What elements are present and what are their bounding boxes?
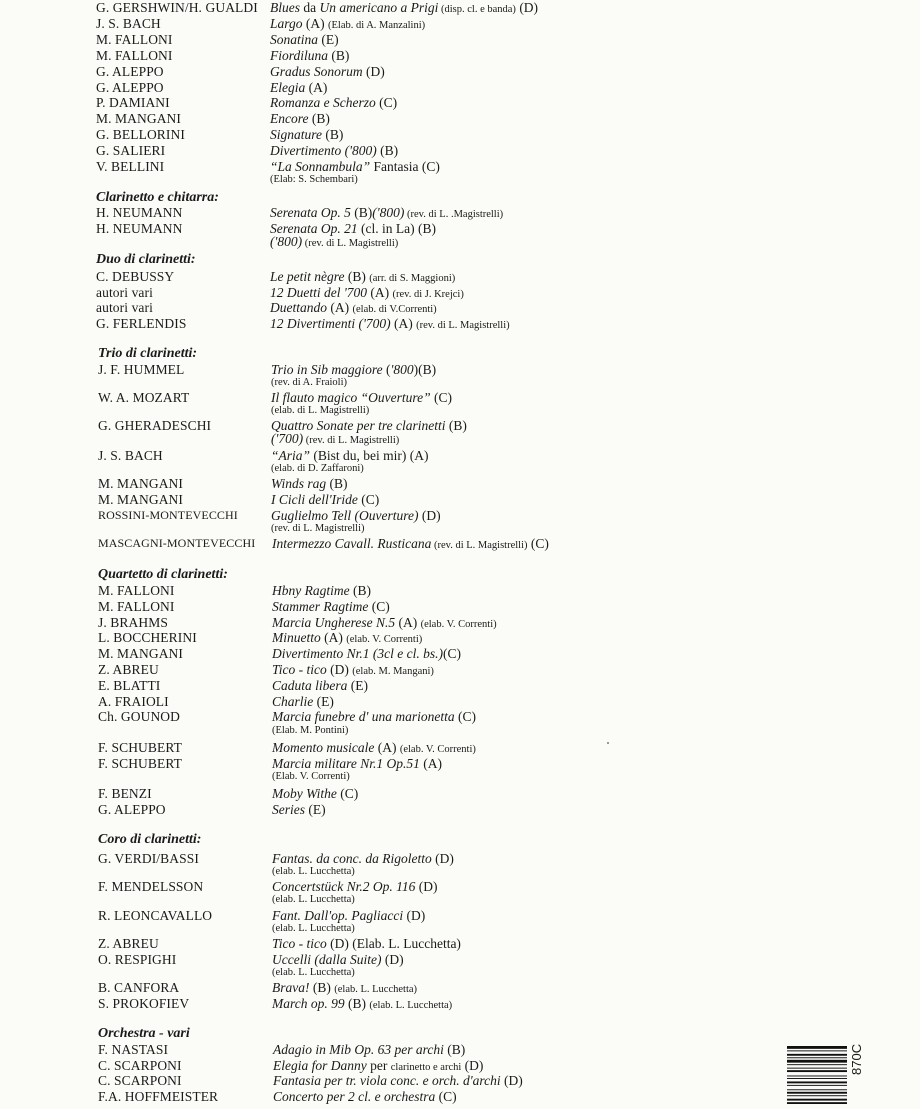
text-segment: Marcia militare Nr.1 Op.51 [272, 756, 420, 771]
work-title [271, 492, 379, 507]
text-segment: (C) [357, 492, 380, 507]
barcode-bar [787, 1054, 847, 1056]
text-segment: (rev. di L. Magistrelli) [302, 238, 399, 249]
text-segment: da [300, 0, 320, 15]
barcode-bar [787, 1076, 847, 1077]
work-title [270, 300, 437, 317]
text-segment: '800 [390, 362, 414, 377]
barcode-bars [787, 1046, 847, 1104]
text-segment: (B) [322, 127, 344, 142]
composer-name: A. FRAIOLI [98, 694, 169, 709]
text-segment: (C) [375, 95, 398, 110]
composer-name: H. NEUMANN [96, 221, 183, 236]
composer-name: F. NASTASI [98, 1042, 169, 1057]
work-title [270, 205, 503, 222]
text-segment: (elab. L. Lucchetta) [334, 984, 418, 995]
text-segment: Minuetto [272, 630, 321, 645]
composer-name: F. BENZI [98, 786, 152, 801]
section-heading: Orchestra - vari [98, 1026, 190, 1041]
text-segment: (C) [368, 599, 390, 614]
text-segment: Blues [270, 0, 300, 15]
text-segment: (A) [390, 316, 417, 331]
work-title [272, 630, 422, 647]
text-segment: Divertimento Nr.1 (3cl e cl. bs.) [272, 646, 443, 661]
text-segment: Sonatina [270, 32, 319, 47]
text-segment: “Aria” [271, 448, 311, 463]
text-segment: (B) [309, 980, 335, 995]
text-segment: per [366, 1058, 391, 1073]
text-segment: (D) [415, 879, 438, 894]
barcode-image [787, 1046, 847, 1104]
composer-name: L. BOCCHERINI [98, 630, 197, 645]
work-title [272, 802, 326, 817]
work-title [270, 32, 339, 47]
text-segment: (A) [367, 285, 393, 300]
text-segment: Signature [270, 127, 322, 142]
text-segment: (rev. di J. Krejci) [392, 289, 464, 300]
text-segment: (E) [305, 802, 326, 817]
text-segment: (elab. di V.Correnti) [352, 304, 437, 315]
text-segment: (A) [302, 16, 329, 31]
composer-name: J. F. HUMMEL [98, 362, 185, 377]
work-title [270, 16, 425, 33]
text-segment: (A) [374, 740, 400, 755]
text-segment: Divertimento ('800) [270, 143, 377, 158]
barcode-bar [787, 1092, 847, 1094]
text-segment: (D) [431, 851, 454, 866]
work-title [270, 48, 349, 63]
composer-name: G. FERLENDIS [96, 316, 187, 331]
text-segment: (D) [500, 1073, 523, 1088]
barcode-bar [787, 1064, 847, 1065]
text-segment: (A) [395, 615, 421, 630]
text-segment: Gradus Sonorum [270, 64, 363, 79]
work-title [272, 694, 334, 709]
text-segment: )(B) [413, 362, 437, 377]
text-segment: (Elab. di A. Manzalini) [328, 20, 426, 31]
text-segment: (E) [313, 694, 334, 709]
composer-name: G. ALEPPO [98, 802, 166, 817]
text-segment: (A) [327, 300, 353, 315]
text-segment: 12 Duetti del '700 [270, 285, 367, 300]
text-segment: (elab. L. Lucchetta) [369, 1000, 453, 1011]
work-title [273, 1089, 457, 1104]
text-segment: Winds rag [271, 476, 327, 491]
composer-name: S. PROKOFIEV [98, 996, 190, 1011]
text-segment: Hbny Ragtime [272, 583, 350, 598]
work-title [272, 980, 417, 997]
text-segment: Uccelli (dalla Suite) [272, 952, 382, 967]
section-heading: Quartetto di clarinetti: [98, 567, 228, 582]
work-title [271, 476, 348, 491]
text-segment: (D) [403, 908, 426, 923]
text-segment: (B) [308, 111, 330, 126]
composer-name: Ch. GOUNOD [98, 709, 180, 724]
text-segment: (elab. M. Mangani) [352, 666, 434, 677]
text-segment: (D) [461, 1058, 484, 1073]
text-segment: Brava! [272, 980, 310, 995]
text-segment: (rev. di L. Magistrelli) [416, 320, 510, 331]
work-note [271, 431, 399, 448]
barcode-bar [787, 1081, 847, 1083]
composer-name: M. FALLONI [98, 599, 175, 614]
barcode-bar [787, 1068, 847, 1069]
text-segment: (B) [344, 996, 370, 1011]
composer-name: C. SCARPONI [98, 1073, 182, 1088]
barcode-bar [787, 1070, 847, 1072]
text-segment: March op. 99 [272, 996, 345, 1011]
work-title [272, 662, 434, 679]
text-segment: (C) [435, 1089, 457, 1104]
text-segment: (arr. di S. Maggioni) [369, 273, 456, 284]
composer-name: G. GERSHWIN/H. GUALDI [96, 0, 258, 15]
text-segment: Encore [270, 111, 309, 126]
work-title [270, 0, 538, 17]
print-speck [607, 742, 609, 744]
text-segment: Serenata Op. 5 [270, 205, 351, 220]
work-note: (rev. di L. Magistrelli) [271, 523, 365, 534]
text-segment: ( [382, 362, 391, 377]
text-segment: (elab. V. Correnti) [399, 744, 476, 755]
work-title [270, 269, 455, 286]
text-segment: Adagio in Mib Op. 63 per archi [273, 1042, 444, 1057]
composer-name: MASCAGNI-MONTEVECCHI [98, 536, 256, 550]
work-title [270, 316, 510, 333]
text-segment: Caduta libera [272, 678, 348, 693]
composer-name: M. FALLONI [96, 48, 173, 63]
text-segment: Momento musicale [272, 740, 375, 755]
barcode-bar [787, 1085, 847, 1086]
text-segment: Series [272, 802, 305, 817]
composer-name: M. MANGANI [98, 492, 183, 507]
text-segment: (cl. in La) (B) [357, 221, 436, 236]
text-segment: Guglielmo Tell (Ouverture) [271, 508, 419, 523]
text-segment: Quattro Sonate per tre clarinetti [271, 418, 446, 433]
text-segment: Tico - tico [272, 936, 327, 951]
work-note: (elab. di D. Zaffaroni) [271, 463, 364, 474]
work-title [272, 740, 476, 757]
text-segment: Concerto per 2 cl. e orchestra [273, 1089, 436, 1104]
composer-name: G. ALEPPO [96, 64, 164, 79]
work-title [270, 64, 385, 79]
text-segment: Marcia funebre d' una marionetta [272, 709, 455, 724]
work-note: (elab. L. Lucchetta) [272, 967, 355, 978]
text-segment: Un americano a Prigi [319, 0, 439, 15]
composer-name: F. MENDELSSON [98, 879, 204, 894]
text-segment: (B) [376, 143, 399, 158]
text-segment: (B) [328, 48, 350, 63]
composer-name: B. CANFORA [98, 980, 180, 995]
text-segment: Elegia [270, 80, 306, 95]
work-title [273, 1042, 465, 1057]
composer-name: P. DAMIANI [96, 95, 170, 110]
text-segment: Intermezzo Cavall. Rusticana [272, 536, 432, 551]
section-heading: Clarinetto e chitarra: [96, 190, 219, 205]
barcode-bar [787, 1095, 847, 1096]
text-segment: ('800) [270, 234, 303, 249]
work-note: (rev. di A. Fraioli) [271, 377, 348, 388]
composer-name: M. FALLONI [98, 583, 175, 598]
section-heading: Coro di clarinetti: [98, 832, 202, 847]
text-segment: (Bist du, bei mir) (A) [310, 448, 429, 463]
text-segment: ('700) [271, 431, 304, 446]
work-title [270, 95, 397, 110]
text-segment: Stammer Ragtime [272, 599, 369, 614]
text-segment: (disp. cl. e banda) [438, 4, 516, 15]
work-title [272, 599, 390, 614]
text-segment: (C) [527, 536, 549, 551]
text-segment: (rev. di L. Magistrelli) [431, 540, 528, 551]
text-segment: (C) [454, 709, 476, 724]
composer-name: Z. ABREU [98, 662, 159, 677]
text-segment: (rev. di L. .Magistrelli) [404, 209, 504, 220]
text-segment: (B) [350, 205, 373, 220]
composer-name: F. SCHUBERT [98, 740, 182, 755]
work-title [272, 996, 452, 1013]
composer-name: M. MANGANI [98, 646, 183, 661]
composer-name: autori vari [96, 300, 153, 315]
work-title [272, 709, 476, 724]
text-segment: ('800) [372, 205, 405, 220]
composer-name: G. ALEPPO [96, 80, 164, 95]
work-note [270, 234, 398, 251]
text-segment: (A) [419, 756, 442, 771]
work-title [270, 127, 343, 142]
text-segment: (D) [362, 64, 385, 79]
work-title [272, 936, 461, 951]
composer-name: M. MANGANI [98, 476, 183, 491]
composer-name: M. MANGANI [96, 111, 181, 126]
text-segment: Tico - tico [272, 662, 327, 677]
text-segment: Fantas. da conc. da Rigoletto [272, 851, 432, 866]
text-segment: (C) [442, 646, 461, 661]
text-segment: Duettando [270, 300, 327, 315]
text-segment: (D) [418, 508, 441, 523]
text-segment: (B) [326, 476, 348, 491]
section-heading: Trio di clarinetti: [98, 346, 198, 361]
text-segment: (A) [320, 630, 347, 645]
composer-name: G. GHERADESCHI [98, 418, 212, 433]
composer-name: V. BELLINI [96, 159, 165, 174]
composer-name: O. RESPIGHI [98, 952, 177, 967]
work-note: (Elab: S. Schembari) [270, 174, 358, 185]
work-note: (elab. di L. Magistrelli) [271, 405, 370, 416]
text-segment: (D) (Elab. L. Lucchetta) [326, 936, 461, 951]
text-segment: (B) [443, 1042, 466, 1057]
text-segment: (elab. V. Correnti) [420, 619, 497, 630]
text-segment: Fantasia per tr. viola conc. e orch. d'archi [273, 1073, 501, 1088]
composer-name: F.A. HOFFMEISTER [98, 1089, 219, 1104]
text-segment: (C) [430, 390, 452, 405]
work-title [272, 786, 358, 801]
composer-name: C. SCARPONI [98, 1058, 182, 1073]
composer-name: F. SCHUBERT [98, 756, 182, 771]
text-segment: “La Sonnambula” [270, 159, 371, 174]
barcode-bar [787, 1060, 847, 1063]
composer-name: autori vari [96, 285, 153, 300]
text-segment: Le petit nègre [270, 269, 345, 284]
text-segment: (D) [381, 952, 404, 967]
text-segment: (rev. di L. Magistrelli) [303, 435, 400, 446]
composer-name: G. VERDI/BASSI [98, 851, 199, 866]
text-segment: Marcia Ungherese N.5 [272, 615, 396, 630]
text-segment: Fiordiluna [270, 48, 329, 63]
work-title [272, 536, 549, 553]
text-segment: I Cicli dell'Iride [271, 492, 358, 507]
text-segment: (A) [305, 80, 328, 95]
composer-name: G. SALIERI [96, 143, 166, 158]
text-segment: Il flauto magico “Ouverture” [271, 390, 431, 405]
work-title [270, 143, 398, 158]
text-segment: Concertstück Nr.2 Op. 116 [272, 879, 416, 894]
text-segment: Elegia for Danny [273, 1058, 367, 1073]
text-segment: (D) [326, 662, 353, 677]
text-segment: Charlie [272, 694, 314, 709]
work-title [270, 80, 327, 95]
text-segment: 12 Divertimenti ('700) [270, 316, 391, 331]
text-segment: (E) [347, 678, 369, 693]
text-segment: (C) [336, 786, 359, 801]
work-note: (elab. L. Lucchetta) [272, 894, 355, 905]
work-note: (Elab. M. Pontini) [272, 725, 349, 736]
composer-name: J. S. BACH [96, 16, 161, 31]
text-segment: Fant. Dall'op. Pagliacci [272, 908, 404, 923]
text-segment: (E) [318, 32, 339, 47]
section-heading: Duo di clarinetti: [96, 252, 196, 267]
composer-name: C. DEBUSSY [96, 269, 175, 284]
work-title [270, 111, 330, 126]
composer-name: M. FALLONI [96, 32, 173, 47]
text-segment: Romanza e Scherzo [270, 95, 376, 110]
text-segment: (B) [349, 583, 371, 598]
text-segment: (B) [344, 269, 370, 284]
work-title [273, 1073, 523, 1088]
text-segment: Trio in Sib maggiore [271, 362, 383, 377]
composer-name: ROSSINI-MONTEVECCHI [98, 508, 238, 522]
work-title [272, 646, 461, 661]
composer-name: G. BELLORINI [96, 127, 185, 142]
barcode-number: 870C [849, 1043, 864, 1075]
text-segment: Moby Withe [272, 786, 337, 801]
text-segment: clarinetto e archi [390, 1062, 462, 1073]
text-segment: Serenata Op. 21 [270, 221, 358, 236]
work-title [272, 583, 371, 598]
text-segment: Largo [270, 16, 303, 31]
composer-name: E. BLATTI [98, 678, 161, 693]
work-note: (elab. L. Lucchetta) [272, 923, 355, 934]
composer-name: J. BRAHMS [98, 615, 168, 630]
composer-name: Z. ABREU [98, 936, 159, 951]
composer-name: H. NEUMANN [96, 205, 183, 220]
text-segment: (D) [515, 0, 539, 15]
text-segment: (elab. V. Correnti) [346, 634, 423, 645]
barcode-bar [787, 1050, 847, 1051]
barcode-bar [787, 1057, 847, 1058]
work-title [272, 678, 368, 693]
barcode-bar [787, 1046, 847, 1049]
work-note: (elab. L. Lucchetta) [272, 866, 355, 877]
barcode-bar [787, 1099, 847, 1101]
text-segment: (B) [445, 418, 467, 433]
barcode-bar [787, 1089, 847, 1090]
composer-name: J. S. BACH [98, 448, 163, 463]
composer-name: R. LEONCAVALLO [98, 908, 213, 923]
barcode-bar [787, 1078, 847, 1079]
work-note: (Elab. V. Correnti) [272, 771, 350, 782]
composer-name: W. A. MOZART [98, 390, 190, 405]
text-segment: Fantasia (C) [370, 159, 440, 174]
